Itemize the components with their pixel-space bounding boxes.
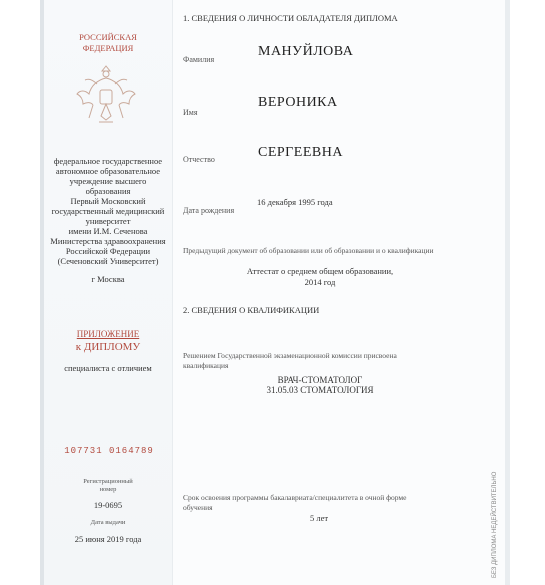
term-value: 5 лет: [310, 513, 329, 523]
institution-line: имени И.М. Сеченова: [68, 226, 148, 236]
reg-label-line2: номер: [99, 486, 117, 493]
honors-note: специалиста с отличием: [64, 363, 152, 373]
coat-of-arms-emblem: [75, 60, 137, 130]
name-label: Имя: [183, 108, 198, 117]
institution-line: Первый Московский: [70, 196, 146, 206]
qualification-title: ВРАЧ-СТОМАТОЛОГ: [277, 375, 363, 385]
country-line1: РОССИЙСКАЯ: [79, 32, 137, 42]
prev-doc-label: Предыдущий документ об образовании или об образовании и о квалификации: [183, 246, 434, 255]
commission-line1: Решением Государственной экзаменационной комиссии присвоена: [183, 351, 397, 360]
qualification-code: 31.05.03 СТОМАТОЛОГИЯ: [266, 385, 374, 395]
side-stamp: [486, 360, 500, 580]
appendix-title: ПРИЛОЖЕНИЕ: [76, 329, 140, 339]
institution-line: федеральное государственное: [53, 156, 163, 166]
side-stamp-text: БЕЗ ДИПЛОМА НЕДЕЙСТВИТЕЛЬНО: [492, 471, 498, 578]
prev-doc-line1: Аттестат о среднем общем образовании,: [246, 266, 394, 276]
birthdate-value: 16 декабря 1995 года: [257, 197, 333, 207]
surname-value: МАНУЙЛОВА: [258, 44, 354, 59]
commission-line2: квалификация: [183, 361, 229, 370]
section2-title: 2. СВЕДЕНИЯ О КВАЛИФИКАЦИИ: [183, 305, 320, 315]
institution-line: учреждение высшего: [69, 176, 147, 186]
reg-label-line1: Регистрационный: [83, 478, 133, 485]
city: г Москва: [91, 274, 125, 284]
institution-line: Министерства здравоохранения: [50, 236, 166, 246]
patronymic-label: Отчество: [183, 155, 215, 164]
term-line1: Срок освоения программы бакалавриата/специалитета в очной форме: [183, 493, 407, 502]
name-value: ВЕРОНИКА: [258, 95, 338, 110]
country-line2: ФЕДЕРАЦИЯ: [82, 43, 134, 53]
institution-line: университет: [85, 216, 131, 226]
term-line2: обучения: [183, 503, 213, 512]
institution-line: образования: [85, 186, 131, 196]
birthdate-label: Дата рождения: [183, 206, 235, 215]
institution-line: государственный медицинский: [51, 206, 165, 216]
appendix-subtitle: к ДИПЛОМУ: [75, 341, 141, 353]
reg-number: 19-0695: [93, 500, 123, 510]
institution-line: (Сеченовский Университет): [57, 256, 159, 266]
right-edge: [505, 0, 510, 585]
patronymic-value: СЕРГЕЕВНА: [258, 145, 343, 160]
issue-date-label: Дата выдачи: [90, 519, 126, 526]
institution-line: автономное образовательное: [55, 166, 161, 176]
prev-doc-line2: 2014 год: [304, 277, 336, 287]
institution-line: Российской Федерации: [65, 246, 151, 256]
section1-title: 1. СВЕДЕНИЯ О ЛИЧНОСТИ ОБЛАДАТЕЛЯ ДИПЛОМА: [183, 13, 398, 23]
serial-number: 107731 0164789: [64, 446, 154, 456]
issue-date: 25 июня 2019 года: [74, 534, 142, 544]
surname-label: Фамилия: [183, 55, 215, 64]
